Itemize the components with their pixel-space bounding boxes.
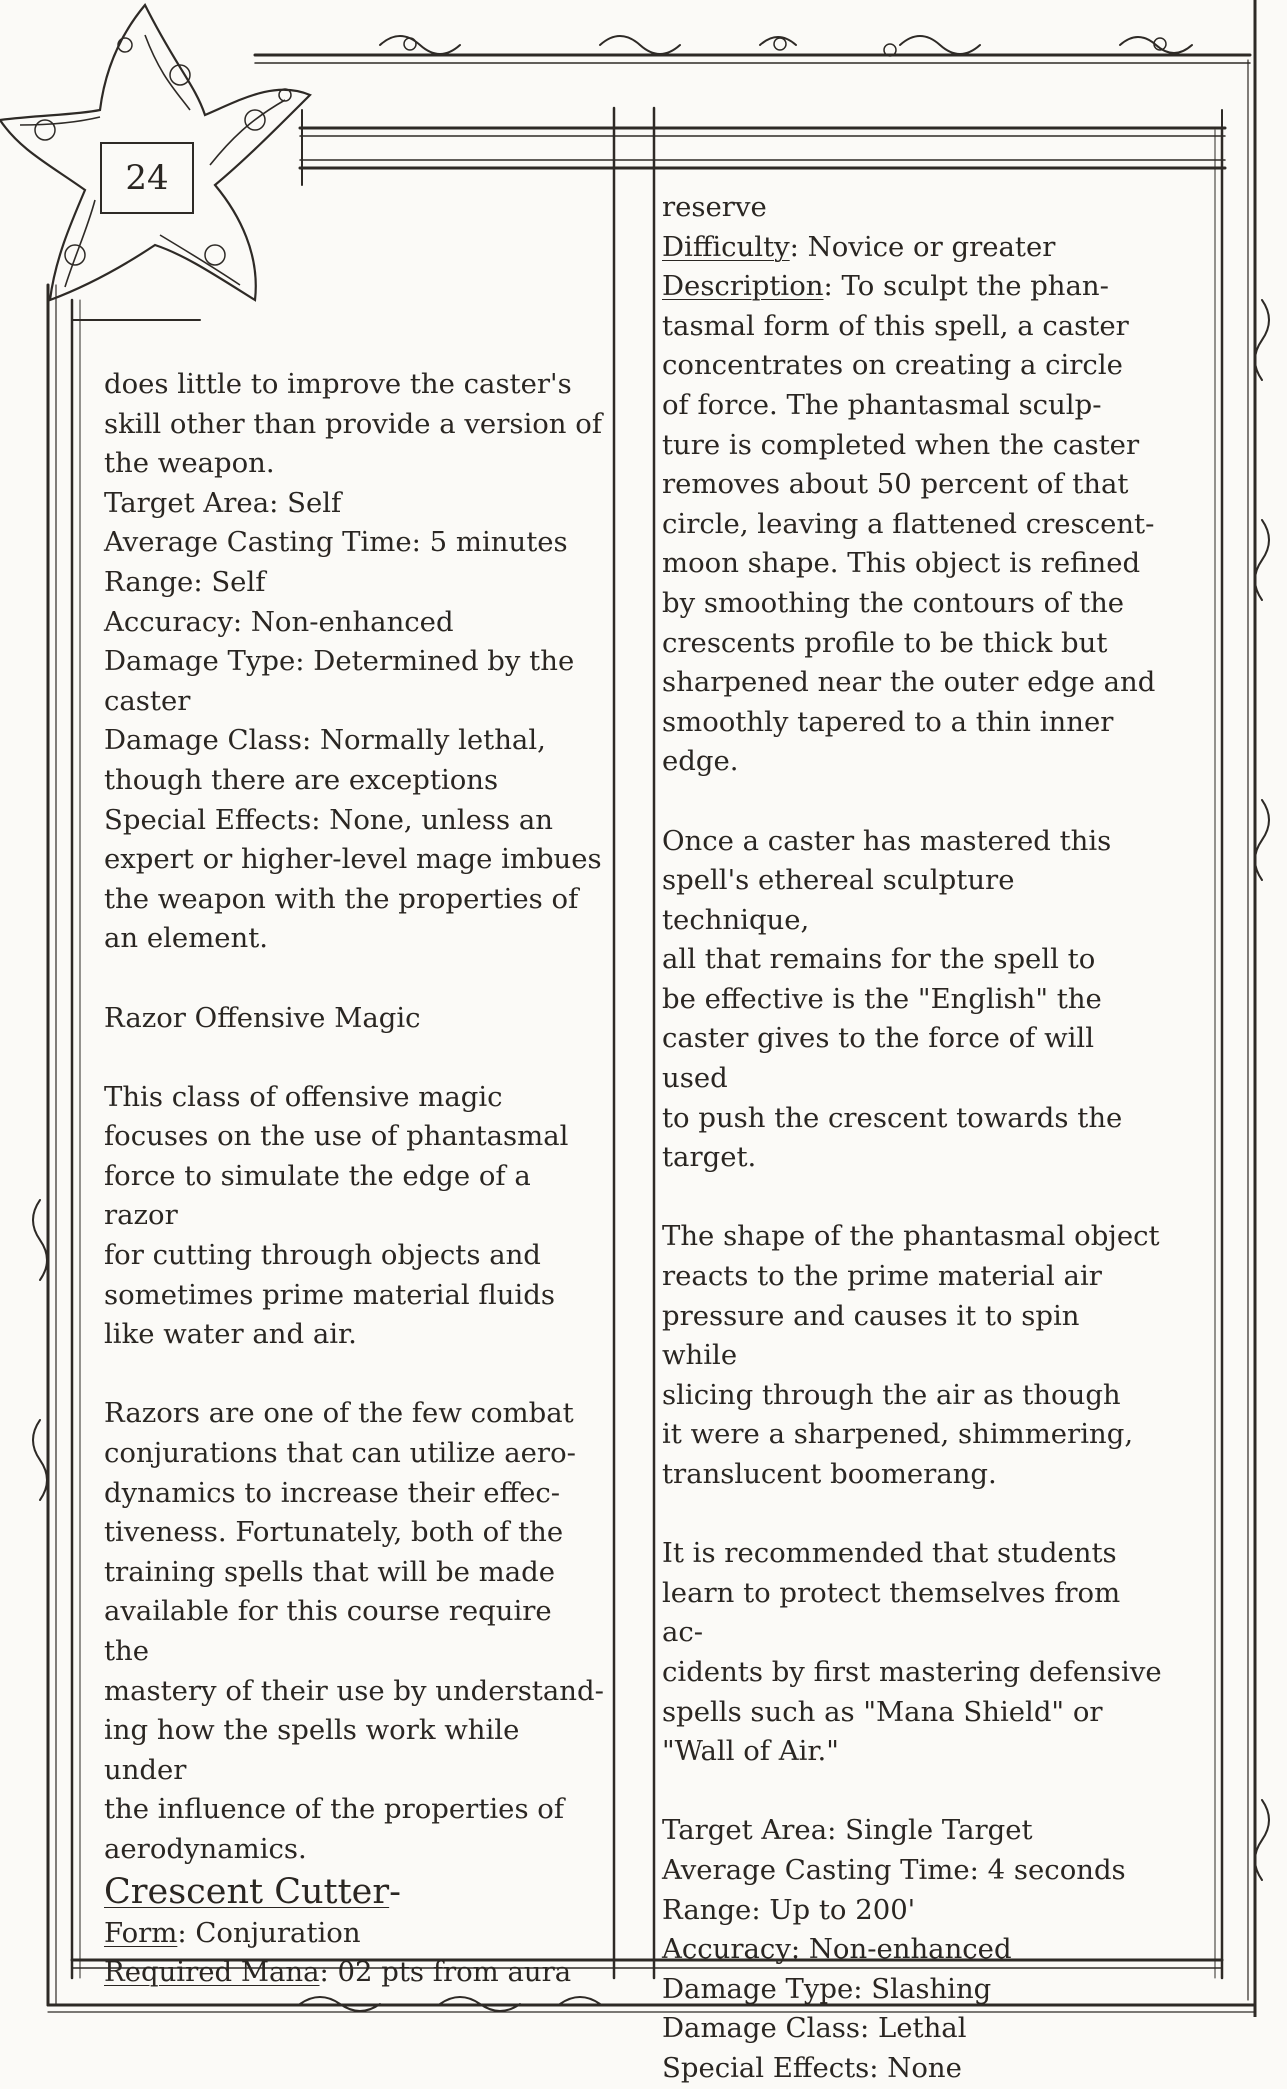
text-line: focuses on the use of phantasmal	[104, 1120, 569, 1153]
difficulty-value: : Novice or greater	[789, 230, 1056, 263]
text-line: dynamics to increase their effec-	[104, 1476, 561, 1509]
stat-line: Special Effects: None, unless an	[104, 803, 553, 836]
stat-line: Average Casting Time: 4 seconds	[662, 1853, 1126, 1886]
text-line: caster gives to the force of will used	[662, 1022, 1095, 1095]
text-line: spell's ethereal sculpture technique,	[662, 864, 1015, 936]
difficulty-label: Difficulty	[662, 230, 790, 263]
stat-line: Target Area: Single Target	[662, 1814, 1033, 1847]
stat-line: though there are exceptions	[104, 763, 499, 796]
text-line: aerodynamics.	[104, 1832, 307, 1865]
spell-heading	[104, 1870, 604, 1914]
stat-line: Damage Class: Normally lethal,	[104, 724, 546, 757]
text-line: skill other than provide a version of	[104, 407, 602, 440]
stat-line: Damage Type: Slashing	[662, 1972, 992, 2005]
stat-line: caster	[104, 684, 191, 717]
text-line: spells such as "Mana Shield" or	[662, 1695, 1103, 1728]
text-line: it were a sharpened, shimmering,	[662, 1418, 1134, 1451]
text-line: crescents profile to be thick but	[662, 626, 1108, 659]
text-line: sharpened near the outer edge and	[662, 666, 1156, 699]
mana-label: Required Mana	[104, 1956, 320, 1989]
section-title: Razor Offensive Magic	[104, 1001, 421, 1034]
text-line: edge.	[662, 745, 739, 778]
difficulty-line	[662, 228, 1162, 268]
stat-line: the weapon with the properties of	[104, 882, 579, 915]
spell-title-suffix: -	[389, 1871, 401, 1912]
text-line: conjurations that can utilize aero-	[104, 1437, 576, 1470]
text-line: concentrates on creating a circle	[662, 349, 1123, 382]
mana-value: : 02 pts from aura	[319, 1956, 572, 1989]
left-column	[104, 365, 604, 1993]
text-line: It is recommended that students	[662, 1537, 1117, 1570]
text-line: ing how the spells work while under	[104, 1714, 520, 1786]
description-first: : To sculpt the phan-	[823, 270, 1109, 303]
text-line: slicing through the air as though	[662, 1378, 1121, 1411]
text-line: learn to protect themselves from ac-	[662, 1576, 1121, 1649]
description-label: Description	[662, 270, 824, 303]
stat-line: Damage Type: Determined by the	[104, 645, 575, 678]
text-line: by smoothing the contours of the	[662, 586, 1125, 619]
description-line	[662, 267, 1162, 307]
text-line: translucent boomerang.	[662, 1458, 997, 1490]
right-column	[662, 188, 1162, 2089]
text-line: cidents by first mastering defensive	[662, 1655, 1162, 1688]
text-line: training spells that will be made	[104, 1555, 555, 1588]
text-line: The shape of the phantasmal object	[662, 1220, 1160, 1253]
stat-line: an element.	[104, 922, 269, 955]
text-line: moon shape. This object is refined	[662, 547, 1141, 580]
text-line: "Wall of Air."	[662, 1735, 839, 1768]
text-line: target.	[662, 1141, 757, 1174]
text-line: available for this course require the	[104, 1595, 552, 1667]
text-line: smoothly tapered to a thin inner	[662, 705, 1114, 738]
text-line: be effective is the "English" the	[662, 982, 1102, 1015]
page-number: 24	[100, 142, 194, 214]
text-line: all that remains for the spell to	[662, 943, 1096, 976]
text-line: Razors are one of the few combat	[104, 1397, 574, 1430]
form-value: : Conjuration	[177, 1916, 361, 1949]
text-line: the influence of the properties of	[104, 1793, 565, 1826]
form-label: Form	[104, 1916, 178, 1949]
stat-line: Accuracy: Non-enhanced	[662, 1933, 1012, 1966]
stat-line: Special Effects: None	[662, 2051, 962, 2084]
text-line: the weapon.	[104, 447, 275, 480]
stat-line: Damage Class: Lethal	[662, 2012, 967, 2045]
text-line: removes about 50 percent of that	[662, 468, 1129, 501]
text-line: force to simulate the edge of a razor	[104, 1159, 531, 1232]
stat-line: Target Area: Self	[104, 486, 342, 519]
text-line: does little to improve the caster's	[104, 368, 572, 400]
text-line: circle, leaving a flattened crescent-	[662, 507, 1155, 540]
form-line	[104, 1914, 604, 1954]
spell-title: Crescent Cutter	[104, 1871, 390, 1912]
text-line: of force. The phantasmal sculp-	[662, 388, 1102, 421]
text-line: tasmal form of this spell, a caster	[662, 309, 1129, 342]
mana-line	[104, 1953, 604, 1993]
stat-line: Average Casting Time: 5 minutes	[104, 526, 568, 559]
text-line: reacts to the prime material air	[662, 1260, 1102, 1293]
text-line: pressure and causes it to spin while	[662, 1299, 1080, 1372]
stat-line: Accuracy: Non-enhanced	[104, 605, 454, 638]
text-line: ture is completed when the caster	[662, 428, 1140, 461]
text-line: for cutting through objects and	[104, 1239, 541, 1272]
text-line: like water and air.	[104, 1318, 357, 1351]
stat-line: expert or higher-level mage imbues	[104, 843, 602, 876]
text-line: to push the crescent towards the	[662, 1101, 1123, 1134]
text-line: tiveness. Fortunately, both of the	[104, 1516, 564, 1549]
text-line: Once a caster has mastered this	[662, 824, 1112, 857]
text-line: reserve	[662, 191, 767, 223]
stat-line: Range: Up to 200'	[662, 1893, 916, 1926]
text-line: mastery of their use by understand-	[104, 1674, 604, 1707]
text-line: This class of offensive magic	[104, 1080, 503, 1113]
stat-line: Range: Self	[104, 565, 266, 598]
text-line: sometimes prime material fluids	[104, 1278, 555, 1311]
